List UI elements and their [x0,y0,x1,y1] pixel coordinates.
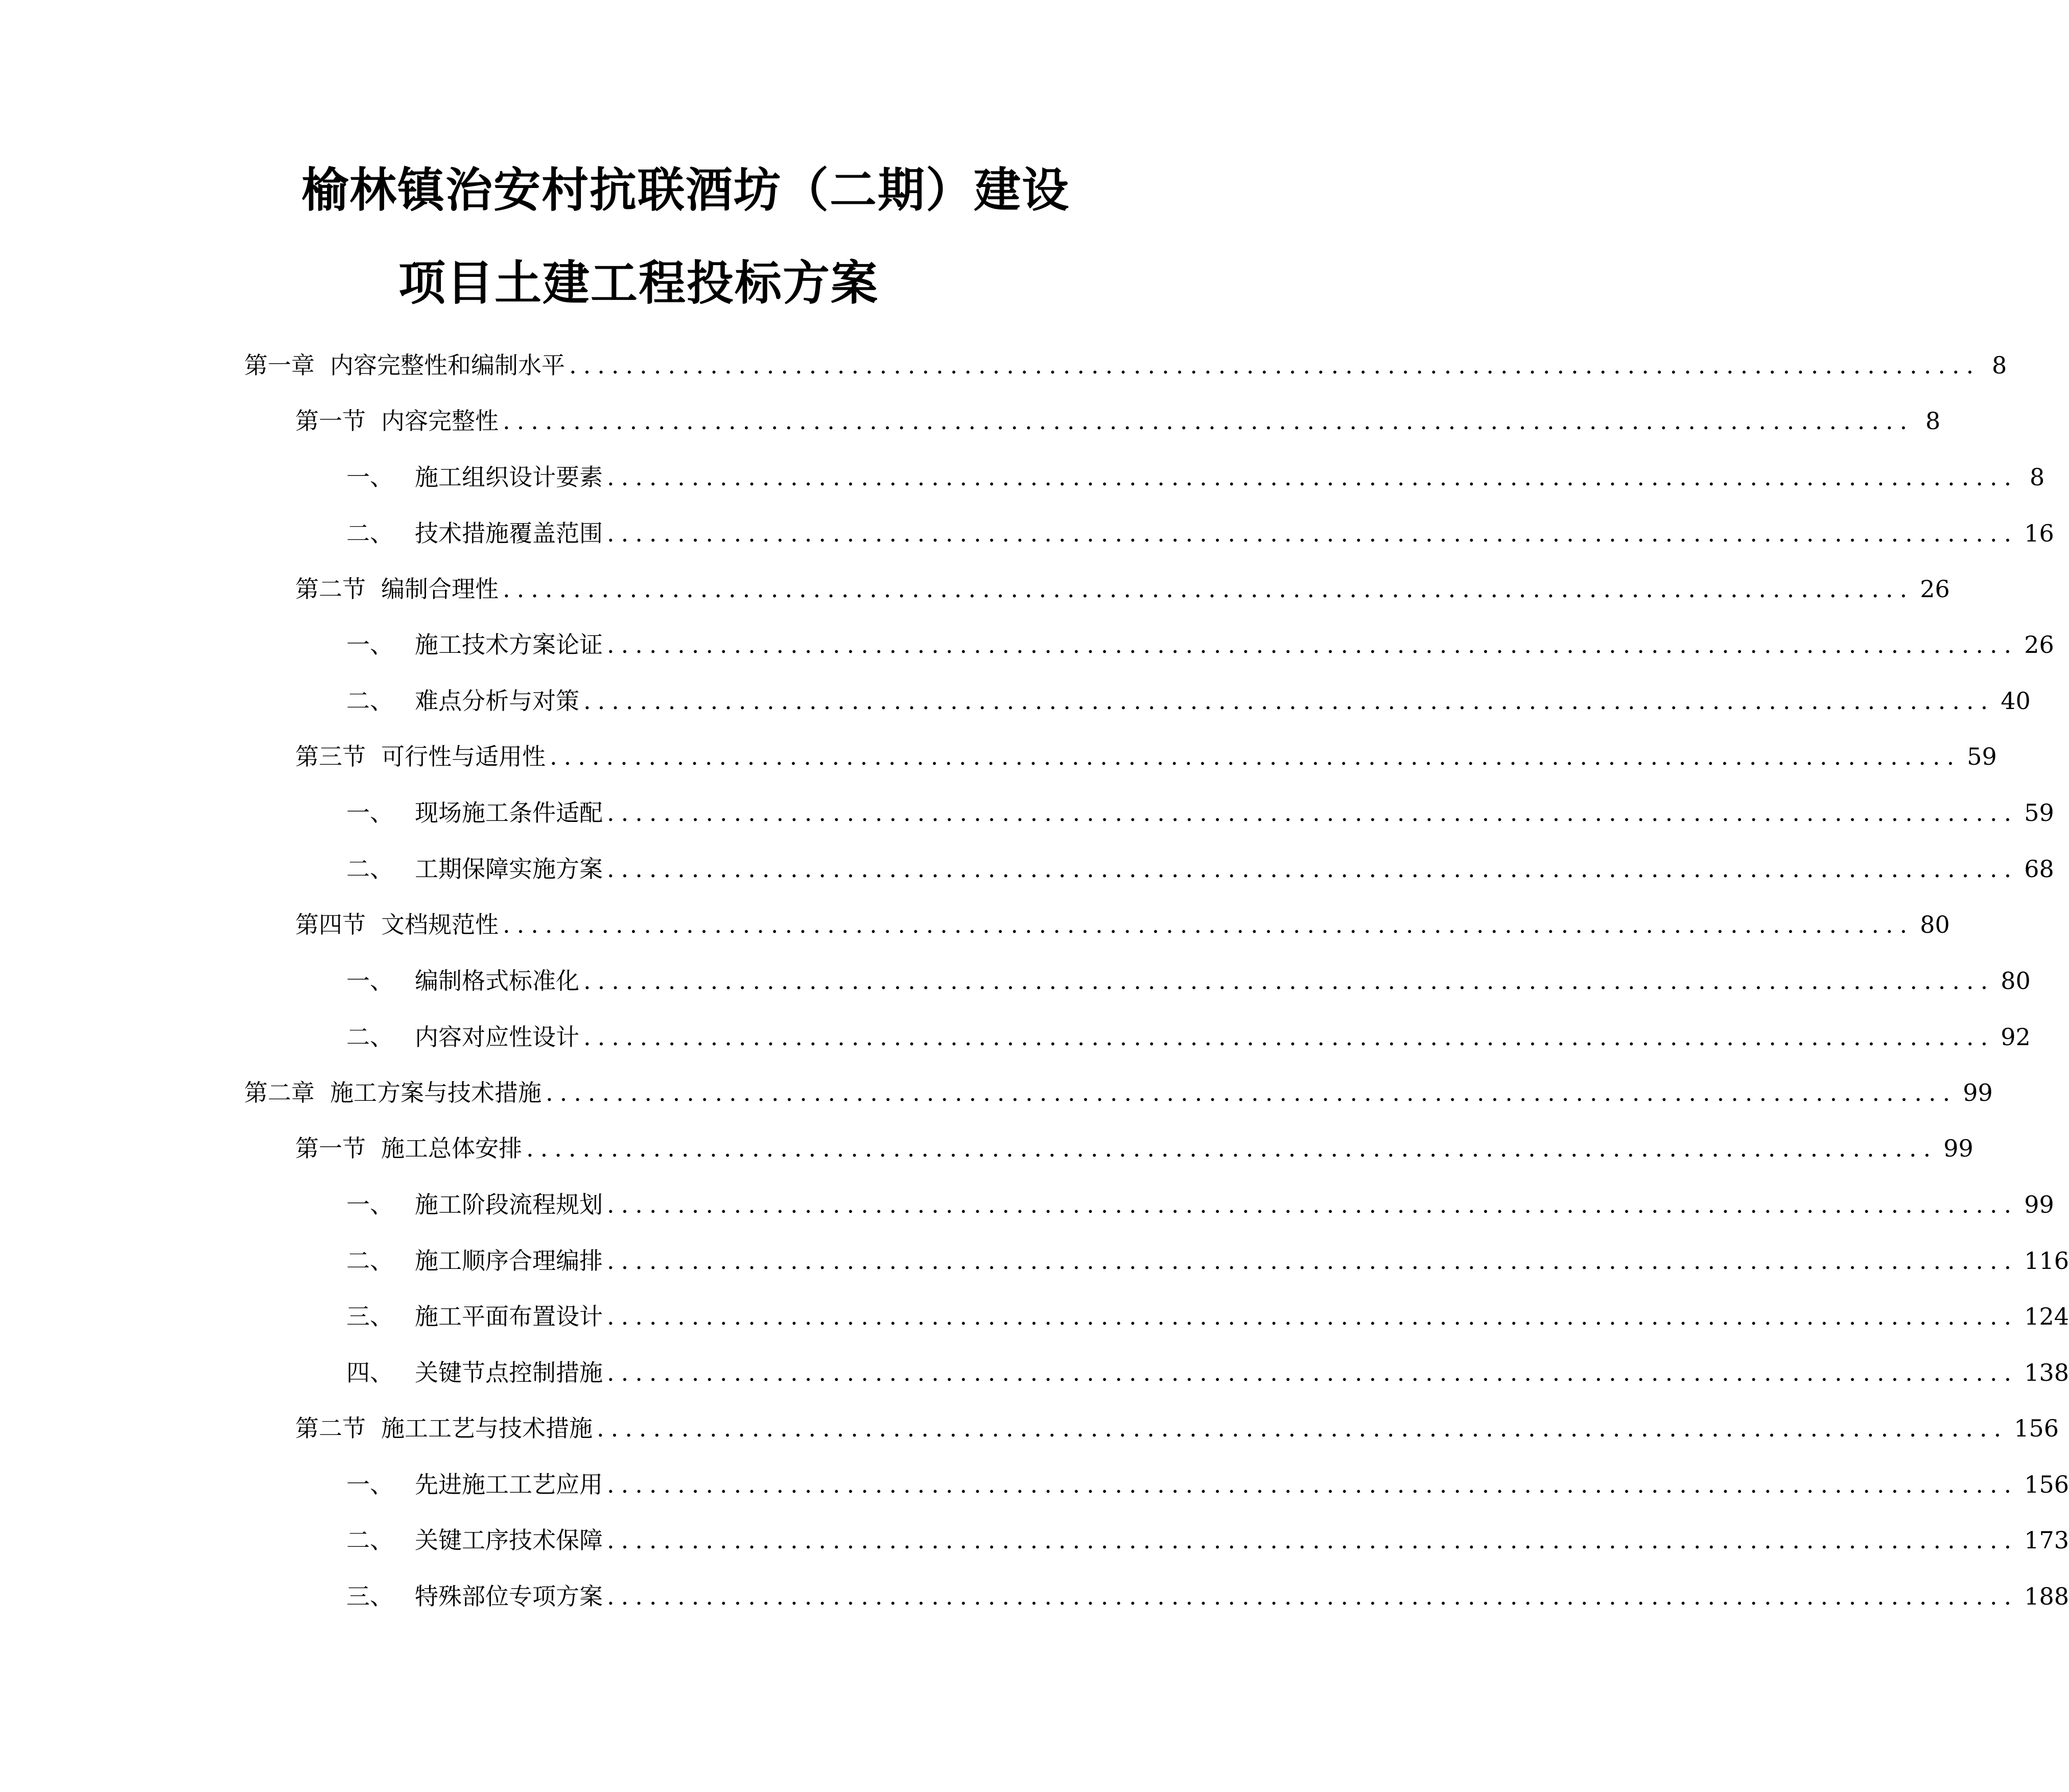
toc-entry-subsection[interactable] [346,457,2045,498]
toc-dot-leader: .................................................................................................... [583,1023,1995,1051]
toc-dot-leader: .................................................................................................... [607,1303,2018,1330]
toc-entry-title: 内容完整性和编制水平 [330,351,565,379]
toc-entry-section[interactable] [295,1408,2059,1449]
toc-entry-label: 第二节 [295,575,366,603]
toc-entry-page-number: 188 [2024,1583,2069,1610]
toc-entry-chapter[interactable] [244,1072,1993,1113]
toc-entry-label: 二、 [346,1247,393,1275]
toc-entry-subsection[interactable] [346,1240,2069,1281]
toc-entry-label: 二、 [346,1023,393,1051]
toc-entry-page-number: 8 [1991,351,2007,379]
toc-entry-page-number: 99 [2024,1191,2054,1218]
toc-dot-leader: .................................................................................................... [607,1247,2018,1275]
toc-entry-page-number: 40 [2001,687,2031,715]
toc-entry-page-number: 92 [2001,1023,2031,1051]
toc-entry-page-number: 68 [2024,855,2054,883]
toc-entry-title: 施工组织设计要素 [415,463,603,491]
toc-entry-page-number: 99 [1963,1079,1993,1106]
toc-entry-title: 施工顺序合理编排 [415,1247,603,1275]
toc-entry-title: 关键工序技术保障 [415,1526,603,1554]
toc-dot-leader: .................................................................................................... [607,520,2018,547]
toc-entry-title: 可行性与适用性 [381,743,546,770]
toc-entry-title: 施工方案与技术措施 [330,1079,542,1106]
toc-entry-page-number: 156 [2014,1414,2059,1442]
toc-entry-subsection[interactable] [346,1184,2054,1225]
toc-entry-label: 一、 [346,463,393,491]
toc-dot-leader: .................................................................................................... [550,743,1961,770]
toc-entry-label: 二、 [346,855,393,883]
toc-dot-leader: .................................................................................................... [607,1583,2018,1610]
toc-dot-leader: .................................................................................................... [607,1359,2018,1386]
toc-entry-title: 先进施工工艺应用 [415,1471,603,1498]
toc-entry-subsection[interactable] [346,1296,2069,1337]
toc-entry-page-number: 59 [1967,743,1997,770]
toc-dot-leader: .................................................................................................... [546,1079,1957,1106]
toc-entry-label: 二、 [346,520,393,547]
toc-dot-leader: .................................................................................................... [607,631,2018,658]
toc-entry-page-number: 99 [1943,1135,1973,1162]
toc-entry-page-number: 116 [2024,1247,2069,1275]
toc-entry-subsection[interactable] [346,792,2054,833]
toc-entry-page-number: 124 [2024,1303,2069,1330]
toc-entry-label: 三、 [346,1583,393,1610]
toc-entry-title: 施工工艺与技术措施 [381,1414,593,1442]
toc-entry-title: 特殊部位专项方案 [415,1583,603,1610]
toc-entry-label: 一、 [346,799,393,827]
toc-entry-title: 文档规范性 [381,911,499,938]
toc-entry-page-number: 59 [2024,799,2054,827]
toc-entry-title: 施工技术方案论证 [415,631,603,658]
toc-entry-subsection[interactable] [346,1576,2069,1617]
toc-entry-subsection[interactable] [346,680,2031,721]
toc-entry-label: 一、 [346,1191,393,1218]
toc-entry-page-number: 80 [1920,911,1950,938]
toc-dot-leader: .................................................................................................... [607,799,2018,827]
toc-entry-title: 工期保障实施方案 [415,855,603,883]
toc-entry-label: 一、 [346,1471,393,1498]
toc-entry-label: 一、 [346,631,393,658]
toc-entry-title: 编制合理性 [381,575,499,603]
toc-entry-subsection[interactable] [346,1464,2069,1505]
toc-entry-title: 内容完整性 [381,407,499,435]
toc-entry-label: 三、 [346,1303,393,1330]
toc-entry-title: 施工阶段流程规划 [415,1191,603,1218]
toc-entry-section[interactable] [295,569,1950,609]
toc-entry-page-number: 26 [1920,575,1950,603]
toc-entry-title: 内容对应性设计 [415,1023,579,1051]
toc-entry-page-number: 8 [1925,407,1941,435]
toc-entry-label: 一、 [346,967,393,995]
toc-dot-leader: .................................................................................................... [607,1526,2018,1554]
toc-entry-label: 四、 [346,1359,393,1386]
toc-entry-page-number: 16 [2024,520,2054,547]
toc-dot-leader: .................................................................................................... [503,575,1914,603]
toc-dot-leader: .................................................................................................... [526,1135,1938,1162]
toc-entry-title: 编制格式标准化 [415,967,579,995]
toc-entry-subsection[interactable] [346,1520,2069,1561]
toc-entry-title: 施工平面布置设计 [415,1303,603,1330]
toc-dot-leader: .................................................................................................... [503,407,1914,435]
toc-dot-leader: .................................................................................................... [597,1414,2008,1442]
toc-entry-page-number: 138 [2024,1359,2069,1386]
document-title-line-2: 项目土建工程投标方案 [398,256,879,311]
toc-entry-section[interactable] [295,904,1950,945]
toc-dot-leader: .................................................................................................... [503,911,1914,938]
toc-entry-page-number: 156 [2024,1471,2069,1498]
toc-dot-leader: .................................................................................................... [607,463,2018,491]
toc-entry-subsection[interactable] [346,1017,2031,1057]
document-title-line-1: 榆林镇治安村抗联酒坊（二期）建设 [301,163,1070,218]
toc-entry-subsection[interactable] [346,1352,2069,1393]
toc-entry-subsection[interactable] [346,624,2054,665]
toc-dot-leader: .................................................................................................... [583,687,1995,715]
toc-entry-subsection[interactable] [346,848,2054,889]
toc-entry-label: 第二节 [295,1414,366,1442]
toc-entry-title: 技术措施覆盖范围 [415,520,603,547]
toc-dot-leader: .................................................................................................... [583,967,1995,995]
toc-entry-page-number: 80 [2001,967,2031,995]
toc-entry-title: 关键节点控制措施 [415,1359,603,1386]
toc-entry-label: 第四节 [295,911,366,938]
toc-entry-section[interactable] [295,1128,1973,1169]
toc-entry-page-number: 26 [2024,631,2054,658]
toc-entry-label: 第一节 [295,1135,366,1162]
toc-entry-label: 二、 [346,687,393,715]
toc-entry-title: 施工总体安排 [381,1135,522,1162]
toc-dot-leader: .................................................................................................... [607,1191,2018,1218]
toc-entry-title: 难点分析与对策 [415,687,579,715]
toc-entry-section[interactable] [295,400,1941,441]
toc-entry-page-number: 8 [2029,463,2045,491]
toc-dot-leader: .................................................................................................... [569,351,1981,379]
toc-entry-label: 第一节 [295,407,366,435]
toc-dot-leader: .................................................................................................... [607,1471,2018,1498]
toc-entry-page-number: 173 [2024,1526,2069,1554]
toc-entry-label: 第三节 [295,743,366,770]
toc-entry-title: 现场施工条件适配 [415,799,603,827]
toc-entry-subsection[interactable] [346,960,2031,1001]
toc-entry-label: 第二章 [244,1079,315,1106]
toc-entry-subsection[interactable] [346,513,2054,554]
toc-entry-label: 二、 [346,1526,393,1554]
toc-entry-section[interactable] [295,736,1997,777]
toc-entry-chapter[interactable] [244,345,2007,386]
toc-entry-label: 第一章 [244,351,315,379]
toc-dot-leader: .................................................................................................... [607,855,2018,883]
